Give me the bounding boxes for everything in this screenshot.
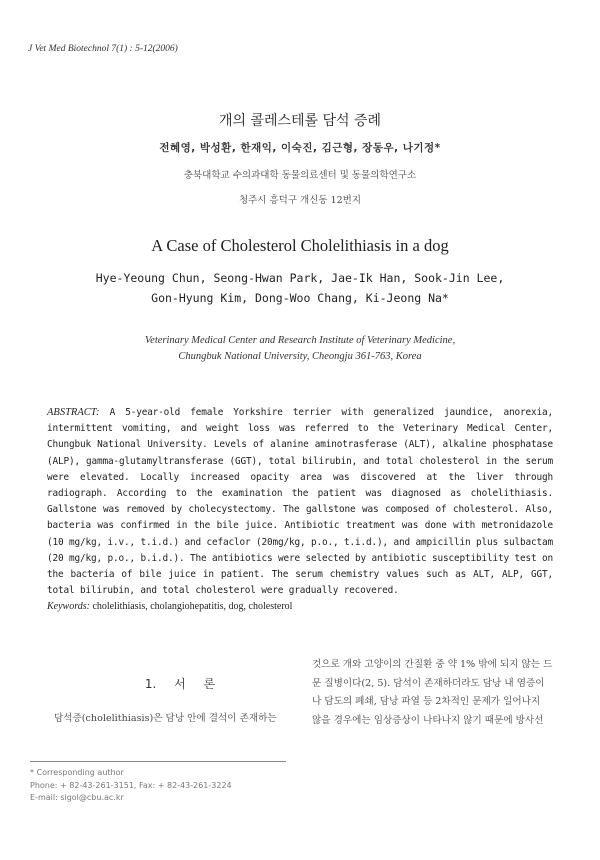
english-authors-line2: Gon-Hyung Kim, Dong-Woo Chang, Ki-Jeong Na* (151, 291, 449, 305)
english-authors (0, 268, 600, 308)
english-affiliation (0, 333, 600, 365)
right-column-line: 나 담도의 폐쇄, 담낭 파열 등 2차적인 문제가 일어나지 (312, 696, 541, 707)
footnote-corresponding: * Corresponding author (30, 768, 124, 777)
right-column-text (312, 656, 564, 730)
korean-authors: 전혜영, 박성환, 한재익, 이숙진, 김근형, 장동우, 나기정* (159, 142, 441, 154)
keywords-text: cholelithiasis, cholangiohepatitis, dog, cholesterol (92, 601, 293, 612)
abstract (47, 405, 553, 599)
right-column-line: 않을 경우에는 임상증상이 나타나지 않기 때문에 방사선 (312, 714, 544, 726)
korean-address: 청주시 흥덕구 개신동 12번지 (238, 195, 362, 206)
section-heading: 1. 서 론 (144, 677, 216, 691)
keywords-label: Keywords: (47, 601, 90, 612)
korean-affiliation: 충북대학교 수의과대학 동물의료센터 및 동물의학연구소 (183, 170, 417, 181)
abstract-text: A 5-year-old female Yorkshire terrier with generalized jaundice, anorexia, intermittent vomiting, and weight loss was referred to the Veterinary Medical Center, Chungbuk National University. Levels of alanine aminotrasferase (ALT), alkaline phosphatase (ALP), gamma-glutamyltransferase (GGT), total bilirubin, and total cholesterol in the serum were elevated. Locally increased opacity area was discovered at the liver through radiograph. According to the examination the patient was diagnosed as cholelithiasis. Gallstone was removed by cholecystectomy. The gallstone was composed of cholesterol. Also, bacteria was confirmed in the bile juice. Antibiotic treatment was done with metronidazole (10 mg/kg, i.v., t.i.d.) and cefaclor (20mg/kg, p.o., t.i.d.), and ampicillin plus sulbactam (20 mg/kg, p.o., b.i.d.). The antibiotics were selected by antibiotic susceptibility test on the bacteria of bile juice in patient. The serum chemistry values such as ALT, ALP, GGT, total bilirubin, and total cholesterol were gradually recovered. (47, 407, 554, 597)
footnote-email: E-mail: sigol@cbu.ac.kr (30, 793, 124, 802)
korean-title: 개의 콜레스테롤 담석 증례 (218, 113, 382, 129)
english-title: A Case of Cholesterol Cholelithiasis in a dog (151, 236, 449, 255)
english-affiliation-line1: Veterinary Medical Center and Research Institute of Veterinary Medicine, (144, 335, 456, 346)
abstract-label: ABSTRACT: (47, 407, 100, 418)
english-authors-line1: Hye-Yeoung Chun, Seong-Hwan Park, Jae-Ik Han, Sook-Jin Lee, (95, 271, 505, 285)
left-column-text: 담석증(cholelithiasis)은 담낭 안에 결석이 존재하는 (54, 713, 277, 724)
footnote (30, 767, 232, 805)
english-affiliation-line2: Chungbuk National University, Cheongju 361-763, Korea (178, 351, 422, 362)
right-column-line: 문 질병이다(2, 5). 담석이 존재하더라도 담낭 내 염증이 (312, 677, 545, 689)
right-column-line: 것으로 개와 고양이의 간질환 중 약 1% 밖에 되지 않는 드 (312, 659, 553, 670)
keywords (47, 601, 292, 612)
journal-citation: J Vet Med Biotechnol 7(1) : 5-12(2006) (28, 44, 178, 54)
footnote-divider (30, 761, 286, 762)
footnote-phone-fax: Phone: + 82-43-261-3151, Fax: + 82-43-261-3224 (30, 780, 232, 790)
